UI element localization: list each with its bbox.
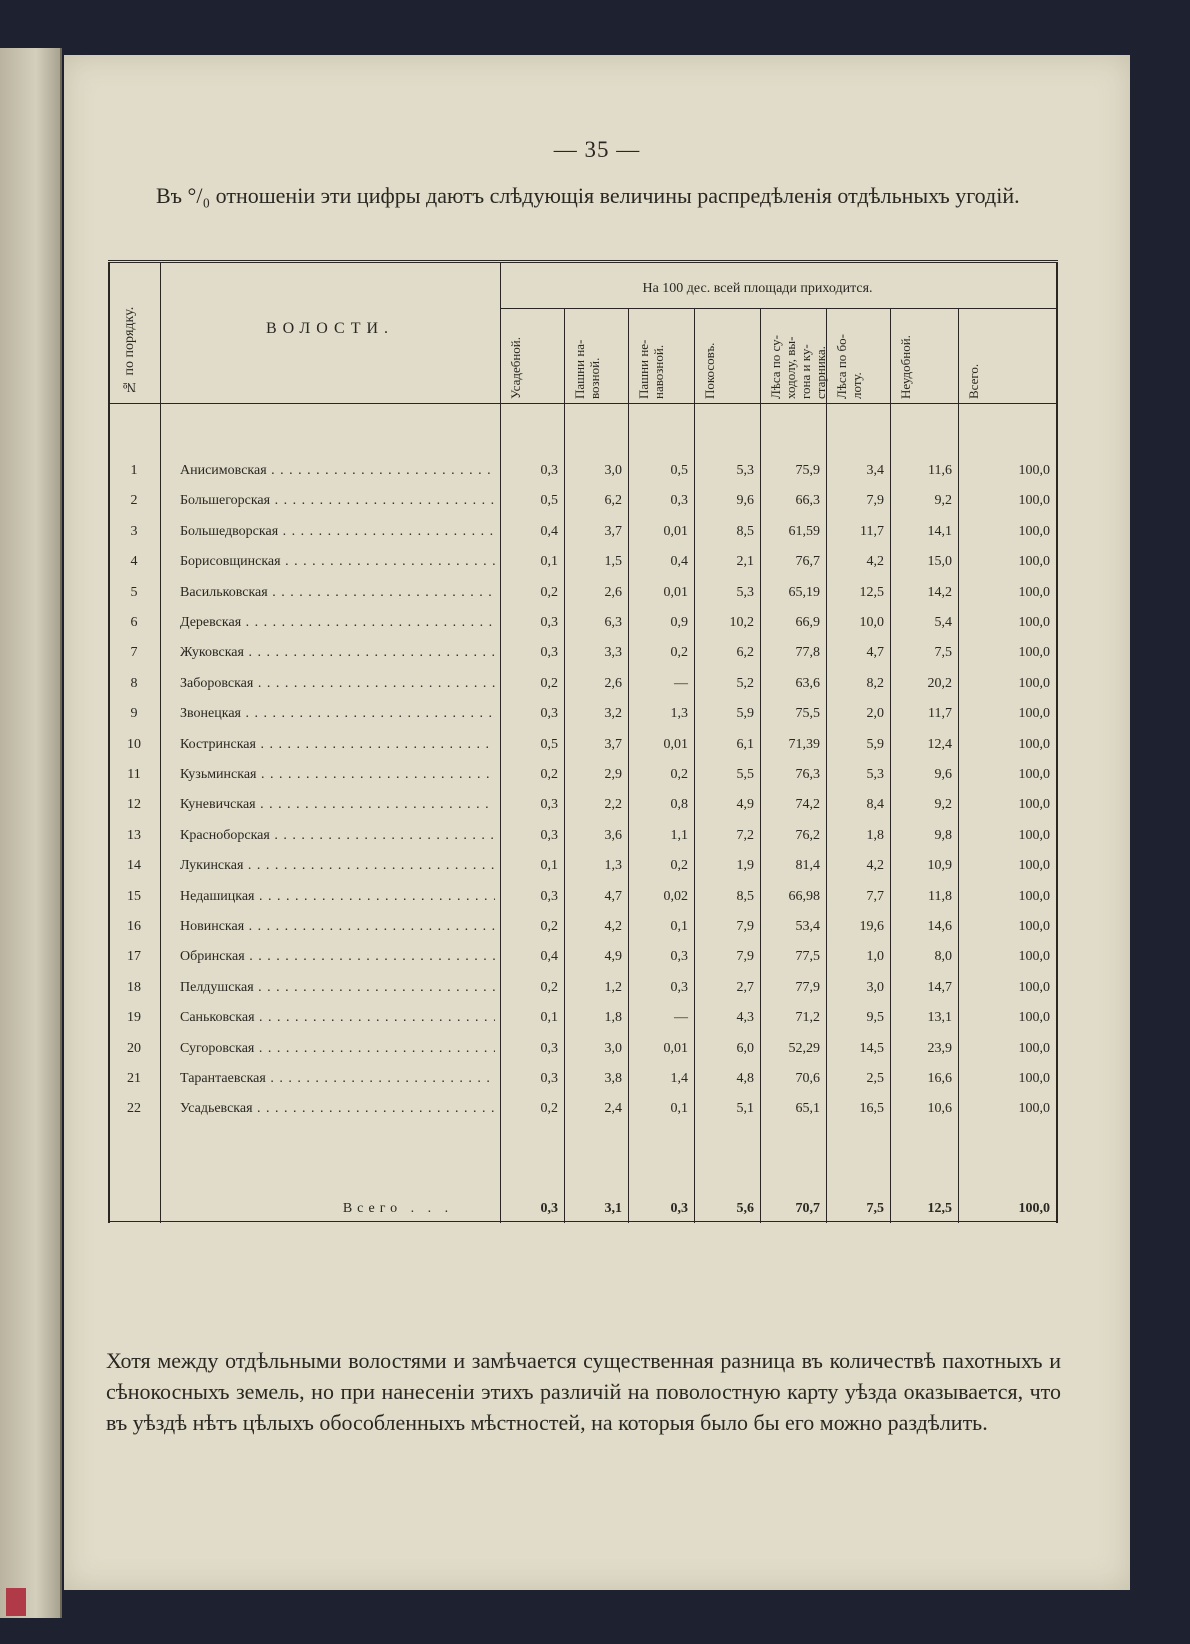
row-number: 14 <box>127 858 141 874</box>
value-cell: 74,2 <box>795 797 820 813</box>
value-cell: 7,9 <box>736 919 754 934</box>
table-row <box>108 1095 1058 1125</box>
value-cell: 100,0 <box>1018 554 1050 570</box>
value-cell: — <box>674 1010 688 1026</box>
value-cell: 76,2 <box>795 827 820 843</box>
col-header: Усадебной. <box>508 336 523 399</box>
value-cell: 23,9 <box>927 1040 952 1056</box>
value-cell: 77,5 <box>795 949 820 965</box>
value-cell: 5,3 <box>736 463 754 478</box>
col-divider <box>760 308 761 1223</box>
table-row <box>108 518 1058 548</box>
value-cell: 5,1 <box>736 1101 754 1117</box>
total-value-cell: 0,3 <box>540 1201 558 1216</box>
value-cell: 9,2 <box>934 493 952 509</box>
value-cell: 0,1 <box>540 858 558 874</box>
value-cell: 6,1 <box>736 736 754 752</box>
value-cell: 1,1 <box>670 827 688 843</box>
col-divider <box>958 308 959 1223</box>
value-cell: 1,4 <box>670 1071 688 1086</box>
value-cell: 5,5 <box>736 767 754 782</box>
region-name: Кузьминская . . . <box>180 767 495 783</box>
total-value-cell: 70,7 <box>795 1201 820 1216</box>
value-cell: 2,1 <box>736 554 754 570</box>
value-cell: 4,3 <box>736 1010 754 1026</box>
table-row <box>108 822 1058 852</box>
value-cell: 9,8 <box>934 827 952 843</box>
row-number: 2 <box>130 493 138 509</box>
value-cell: 0,2 <box>670 645 688 661</box>
value-cell: 65,1 <box>795 1101 820 1117</box>
group-header-rule <box>500 308 1056 309</box>
value-cell: 0,4 <box>540 949 558 965</box>
col-header: Всего. <box>966 363 981 399</box>
page-number: — 35 — <box>553 137 641 162</box>
value-cell: 9,5 <box>866 1010 884 1026</box>
value-cell: 0,2 <box>540 919 558 934</box>
value-cell: 1,8 <box>866 827 884 843</box>
region-name: Обринская . . . <box>180 949 495 965</box>
value-cell: 100,0 <box>1018 949 1050 965</box>
value-cell: 7,9 <box>736 949 754 965</box>
left-page-edge <box>0 48 62 1618</box>
region-name: Сугоровская . . . <box>180 1041 495 1057</box>
value-cell: 4,2 <box>604 919 622 934</box>
row-number: 11 <box>127 767 141 782</box>
value-cell: 3,2 <box>604 706 622 722</box>
row-number: 16 <box>127 919 141 934</box>
total-value-cell: 12,5 <box>927 1201 952 1216</box>
value-cell: 0,5 <box>540 493 558 509</box>
value-cell: 0,3 <box>540 1040 558 1056</box>
value-cell: 100,0 <box>1018 584 1050 600</box>
table-row <box>108 913 1058 943</box>
region-name: Куневичская . . . <box>180 797 495 813</box>
value-cell: 7,9 <box>866 493 884 509</box>
row-number: 19 <box>127 1010 141 1026</box>
region-name: Недашицкая . . . <box>180 889 495 905</box>
value-cell: 0,2 <box>540 979 558 995</box>
value-cell: 2,9 <box>604 767 622 782</box>
value-cell: 0,9 <box>670 615 688 630</box>
value-cell: 100,0 <box>1018 1010 1050 1026</box>
value-cell: 0,4 <box>540 523 558 539</box>
row-number: 20 <box>127 1040 141 1056</box>
region-name: Жуковская . . . <box>180 645 495 661</box>
region-name: Звонецкая . . . <box>180 706 495 722</box>
value-cell: 10,9 <box>927 858 952 874</box>
value-cell: 0,2 <box>670 858 688 874</box>
value-cell: 3,6 <box>604 827 622 843</box>
table-row <box>108 1004 1058 1034</box>
value-cell: 7,5 <box>934 645 952 661</box>
region-name: Тарантаевская . . . <box>180 1071 495 1087</box>
value-cell: 10,0 <box>859 615 884 630</box>
value-cell: 9,2 <box>934 797 952 813</box>
value-cell: 100,0 <box>1018 615 1050 630</box>
value-cell: 3,4 <box>866 463 884 478</box>
value-cell: 1,8 <box>604 1010 622 1026</box>
value-cell: 53,4 <box>795 919 820 934</box>
value-cell: 1,0 <box>866 949 884 965</box>
table-row <box>108 487 1058 517</box>
value-cell: 4,9 <box>736 797 754 813</box>
value-cell: 3,7 <box>604 523 622 539</box>
value-cell: 12,4 <box>927 736 952 752</box>
table-row <box>108 639 1058 669</box>
value-cell: 4,2 <box>866 858 884 874</box>
value-cell: 2,7 <box>736 979 754 995</box>
value-cell: 4,9 <box>604 949 622 965</box>
value-cell: 5,2 <box>736 675 754 691</box>
table-row <box>108 1035 1058 1065</box>
col-divider <box>826 308 827 1223</box>
table-row <box>108 974 1058 1004</box>
table-row <box>108 852 1058 882</box>
value-cell: 0,01 <box>663 1040 688 1056</box>
row-number: 6 <box>130 615 138 630</box>
col-header: Пашни не- навозной. <box>636 339 666 399</box>
col-header: Покосовъ. <box>702 342 717 399</box>
value-cell: 0,3 <box>540 1071 558 1086</box>
col-divider <box>628 308 629 1223</box>
value-cell: 100,0 <box>1018 858 1050 874</box>
row-number: 22 <box>127 1101 141 1117</box>
region-name: Васильковская . . . <box>180 585 495 601</box>
intro-paragraph: Въ °/₀ отношеніи эти цифры даютъ слѣдующія величины распредѣленія отдѣльныхъ угодій. <box>156 183 1020 208</box>
table-row <box>108 457 1058 487</box>
region-name: Большедворская . . . <box>180 524 495 540</box>
value-cell: 0,01 <box>663 736 688 752</box>
land-distribution-table <box>108 260 1058 1223</box>
value-cell: 8,2 <box>866 675 884 691</box>
value-cell: 52,29 <box>788 1040 820 1056</box>
value-cell: 14,5 <box>859 1040 884 1056</box>
value-cell: 65,19 <box>788 584 820 600</box>
total-label: Всего . . . <box>342 1201 454 1216</box>
value-cell: 5,3 <box>866 767 884 782</box>
value-cell: 100,0 <box>1018 979 1050 995</box>
value-cell: 1,3 <box>604 858 622 874</box>
total-value-cell: 5,6 <box>736 1201 754 1216</box>
value-cell: 100,0 <box>1018 888 1050 904</box>
value-cell: 3,8 <box>604 1071 622 1086</box>
value-cell: 4,7 <box>866 645 884 661</box>
total-value-cell: 0,3 <box>670 1201 688 1216</box>
value-cell: 1,5 <box>604 554 622 570</box>
value-cell: 66,3 <box>795 493 820 509</box>
row-number: 4 <box>130 554 138 570</box>
value-cell: 9,6 <box>934 767 952 782</box>
value-cell: 12,5 <box>859 584 884 600</box>
table-row <box>108 609 1058 639</box>
value-cell: 6,2 <box>736 645 754 661</box>
value-cell: 100,0 <box>1018 827 1050 843</box>
value-cell: 5,3 <box>736 584 754 600</box>
value-cell: 10,6 <box>927 1101 952 1117</box>
value-cell: 100,0 <box>1018 797 1050 813</box>
value-cell: 100,0 <box>1018 1071 1050 1086</box>
row-number: 8 <box>130 675 138 691</box>
total-value-cell: 7,5 <box>866 1201 884 1216</box>
book-page <box>64 55 1130 1590</box>
table-row <box>108 943 1058 973</box>
row-number: 15 <box>127 888 141 904</box>
table-row <box>108 579 1058 609</box>
region-name: Лукинская . . . <box>180 858 495 874</box>
value-cell: 0,1 <box>670 1101 688 1117</box>
value-cell: 0,3 <box>540 615 558 630</box>
region-name: Анисимовская . . . <box>180 463 495 479</box>
value-cell: 2,6 <box>604 584 622 600</box>
value-cell: 81,4 <box>795 858 820 874</box>
value-cell: 0,4 <box>670 554 688 570</box>
value-cell: 0,2 <box>540 1101 558 1117</box>
value-cell: 1,2 <box>604 979 622 995</box>
value-cell: 0,3 <box>540 888 558 904</box>
value-cell: 100,0 <box>1018 767 1050 782</box>
value-cell: 77,9 <box>795 979 820 995</box>
value-cell: 5,9 <box>866 736 884 752</box>
value-cell: 2,4 <box>604 1101 622 1117</box>
value-cell: 0,5 <box>670 463 688 478</box>
value-cell: 100,0 <box>1018 675 1050 691</box>
table-row <box>108 791 1058 821</box>
table-row <box>108 548 1058 578</box>
value-cell: 0,01 <box>663 523 688 539</box>
region-name: Красноборская . . . <box>180 828 495 844</box>
value-cell: 3,0 <box>604 1040 622 1056</box>
value-cell: 4,8 <box>736 1071 754 1086</box>
value-cell: 100,0 <box>1018 706 1050 722</box>
value-cell: 75,5 <box>795 706 820 722</box>
value-cell: 100,0 <box>1018 493 1050 509</box>
value-cell: 0,2 <box>540 584 558 600</box>
value-cell: 6,3 <box>604 615 622 630</box>
value-cell: 70,6 <box>795 1071 820 1086</box>
region-name: Усадьевская . . . <box>180 1101 495 1117</box>
value-cell: 14,1 <box>927 523 952 539</box>
table-row <box>108 1065 1058 1095</box>
region-name: Деревская . . . <box>180 615 495 631</box>
value-cell: 66,98 <box>788 888 820 904</box>
value-cell: 14,6 <box>927 919 952 934</box>
value-cell: 8,5 <box>736 523 754 539</box>
value-cell: 8,5 <box>736 888 754 904</box>
value-cell: 100,0 <box>1018 463 1050 478</box>
value-cell: 15,0 <box>927 554 952 570</box>
value-cell: 6,2 <box>604 493 622 509</box>
value-cell: 2,2 <box>604 797 622 813</box>
value-cell: 4,2 <box>866 554 884 570</box>
value-cell: 14,7 <box>927 979 952 995</box>
value-cell: 0,1 <box>540 1010 558 1026</box>
region-name: Большегорская . . . <box>180 493 495 509</box>
value-cell: 16,6 <box>927 1071 952 1086</box>
col-header: Пашни на- возной. <box>572 339 602 399</box>
col-divider <box>564 308 565 1223</box>
col-divider <box>890 308 891 1223</box>
value-cell: 5,9 <box>736 706 754 722</box>
value-cell: 2,6 <box>604 675 622 691</box>
value-cell: 0,8 <box>670 797 688 813</box>
value-cell: 0,2 <box>540 767 558 782</box>
value-cell: 63,6 <box>795 675 820 691</box>
value-cell: 0,1 <box>540 554 558 570</box>
closing-paragraph: Хотя между отдѣльными волостями и замѣчается существенная разница въ количествѣ пахотныхъ и сѣнокосныхъ земель, но при нанесеніи этихъ различій на поволостную карту уѣзда оказывается, что въ уѣздѣ нѣтъ цѣлыхъ обособленныхъ мѣстностей, на которыя было бы его можно раздѣлить. <box>106 1348 1061 1435</box>
row-number: 13 <box>127 827 141 843</box>
value-cell: 0,3 <box>540 827 558 843</box>
value-cell: 100,0 <box>1018 919 1050 934</box>
value-cell: 3,0 <box>604 463 622 478</box>
value-cell: 2,0 <box>866 706 884 722</box>
value-cell: 11,7 <box>860 523 884 539</box>
value-cell: — <box>674 675 688 691</box>
value-cell: 8,0 <box>934 949 952 965</box>
value-cell: 0,02 <box>663 888 688 904</box>
value-cell: 6,0 <box>736 1040 754 1056</box>
region-name: Борисовщинская . . . <box>180 554 495 570</box>
value-cell: 76,3 <box>795 767 820 782</box>
table-bottom-rule <box>108 1221 1058 1222</box>
value-cell: 76,7 <box>795 554 820 570</box>
value-cell: 1,3 <box>670 706 688 722</box>
value-cell: 0,01 <box>663 584 688 600</box>
value-cell: 0,3 <box>540 463 558 478</box>
value-cell: 11,6 <box>928 463 952 478</box>
value-cell: 11,8 <box>928 888 952 904</box>
col-header: Неудобной. <box>898 335 913 399</box>
value-cell: 0,2 <box>540 675 558 691</box>
region-name: Саньковская . . . <box>180 1010 495 1026</box>
value-cell: 0,3 <box>540 706 558 722</box>
value-cell: 11,7 <box>928 706 952 722</box>
value-cell: 7,2 <box>736 827 754 843</box>
row-number: 7 <box>130 645 138 661</box>
table-row <box>108 731 1058 761</box>
value-cell: 71,2 <box>795 1010 820 1026</box>
row-number: 17 <box>127 949 141 965</box>
col-divider <box>694 308 695 1223</box>
value-cell: 14,2 <box>927 584 952 600</box>
row-number: 10 <box>127 736 141 752</box>
value-cell: 0,3 <box>670 949 688 965</box>
value-cell: 3,3 <box>604 645 622 661</box>
value-cell: 19,6 <box>859 919 884 934</box>
value-cell: 7,7 <box>866 888 884 904</box>
region-name: Костринская . . . <box>180 737 495 753</box>
region-name: Новинская . . . <box>180 919 495 935</box>
value-cell: 100,0 <box>1018 523 1050 539</box>
value-cell: 0,3 <box>540 645 558 661</box>
value-cell: 75,9 <box>795 463 820 478</box>
value-cell: 20,2 <box>927 675 952 691</box>
table-row <box>108 761 1058 791</box>
value-cell: 71,39 <box>788 736 820 752</box>
value-cell: 2,5 <box>866 1071 884 1086</box>
table-row <box>108 883 1058 913</box>
value-cell: 100,0 <box>1018 1101 1050 1117</box>
value-cell: 0,2 <box>670 767 688 782</box>
value-cell: 61,59 <box>788 523 820 539</box>
group-header: На 100 дес. всей площади приходится. <box>642 281 873 296</box>
value-cell: 0,1 <box>670 919 688 934</box>
row-number: 3 <box>130 523 138 539</box>
col-header: Лѣса по бо- лоту. <box>834 334 864 399</box>
value-cell: 100,0 <box>1018 736 1050 752</box>
total-value-cell: 100,0 <box>1018 1201 1050 1216</box>
value-cell: 100,0 <box>1018 645 1050 661</box>
value-cell: 10,2 <box>729 615 754 630</box>
value-cell: 5,4 <box>934 615 952 630</box>
header-bottom-rule <box>108 403 1058 404</box>
row-number: 21 <box>127 1071 141 1086</box>
col-region-header: ВОЛОСТИ. <box>265 320 395 337</box>
value-cell: 13,1 <box>927 1010 952 1026</box>
row-number: 18 <box>127 979 141 995</box>
value-cell: 4,7 <box>604 888 622 904</box>
value-cell: 66,9 <box>795 615 820 630</box>
value-cell: 1,9 <box>736 858 754 874</box>
value-cell: 9,6 <box>736 493 754 509</box>
bookmark-ribbon <box>6 1588 26 1616</box>
value-cell: 0,3 <box>670 979 688 995</box>
row-number: 12 <box>127 797 141 813</box>
total-value-cell: 3,1 <box>604 1201 622 1216</box>
col-order-header: № по порядку. <box>122 306 137 394</box>
col-header: Лѣса по су- ходолу, вы- гона и ку- старника. <box>768 335 828 399</box>
row-number: 9 <box>130 706 138 722</box>
value-cell: 3,0 <box>866 979 884 995</box>
value-cell: 0,3 <box>670 493 688 509</box>
value-cell: 0,3 <box>540 797 558 813</box>
table-row <box>108 700 1058 730</box>
row-number: 5 <box>130 584 138 600</box>
value-cell: 3,7 <box>604 736 622 752</box>
table-row <box>108 670 1058 700</box>
value-cell: 100,0 <box>1018 1040 1050 1056</box>
row-number: 1 <box>130 463 138 478</box>
value-cell: 8,4 <box>866 797 884 813</box>
region-name: Заборовская . . . <box>180 676 495 692</box>
value-cell: 77,8 <box>795 645 820 661</box>
value-cell: 16,5 <box>859 1101 884 1117</box>
region-name: Пелдушская . . . <box>180 980 495 996</box>
value-cell: 0,5 <box>540 736 558 752</box>
